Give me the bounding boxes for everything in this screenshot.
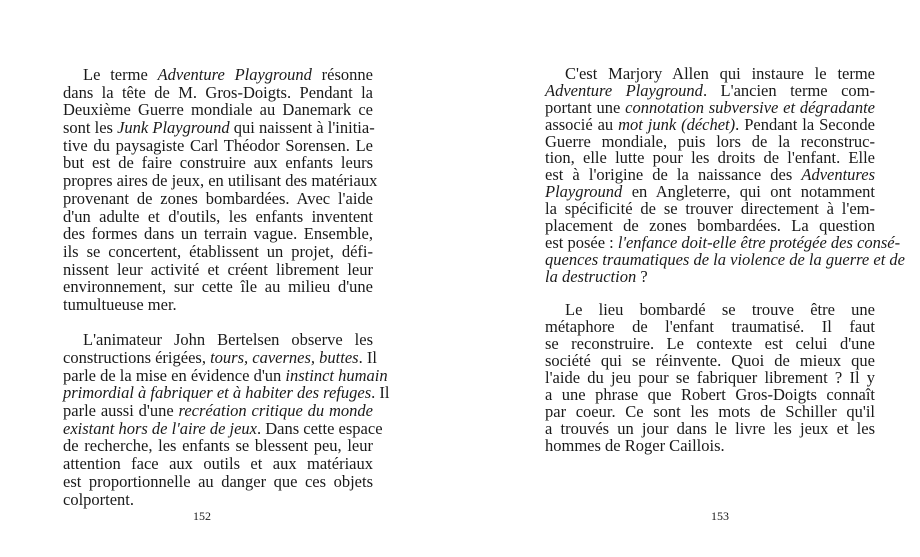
italic-text: Playground: [545, 182, 623, 202]
paragraph-spacer: [63, 314, 373, 332]
text-segment: . L'ancien terme com-: [702, 80, 875, 100]
text-line: [63, 137, 373, 155]
text-segment: hommes de Roger Caillois.: [545, 435, 725, 455]
text-line: [63, 190, 373, 208]
italic-text: l'enfance doit-elle être protégée des consé-: [617, 232, 901, 252]
text-segment: est posée :: [545, 232, 618, 252]
text-line: [63, 225, 373, 243]
text-segment: des formes dans un terrain vague. Ensemble,: [63, 224, 373, 244]
text-segment: Le lieu bombardé se trouve être une: [565, 300, 875, 320]
italic-text: connotation subversive et dégradante: [625, 97, 875, 117]
italic-text: Adventures: [801, 165, 875, 185]
text-line: [63, 154, 373, 172]
italic-text: mot junk (déchet): [618, 114, 736, 134]
text-segment: tion, elle lutte pour les droits de l'enfant. Elle: [545, 148, 875, 168]
text-segment: en Angleterre, qui ont notamment: [622, 182, 875, 202]
text-segment: Guerre mondiale, puis lors de la reconstruc-: [545, 131, 875, 151]
text-segment: portant une: [545, 97, 626, 117]
text-line: [63, 402, 373, 420]
text-line: [63, 101, 373, 119]
text-segment: nissent leur activité et créent librement leur: [63, 259, 373, 279]
text-segment: ils se concertent, établissent un projet, défi-: [63, 241, 373, 261]
text-segment: tive du paysagiste Carl Théodor Sorensen. Le: [63, 135, 373, 155]
text-segment: résonne: [311, 65, 373, 84]
text-line: [63, 243, 373, 261]
text-segment: ?: [636, 266, 648, 286]
text-line: [63, 491, 373, 509]
italic-text: Junk Playground: [117, 118, 230, 138]
text-segment: Deuxième Guerre mondiale au Danemark ce: [63, 100, 373, 120]
text-line: [63, 365, 388, 385]
text-segment: constructions érigées,: [63, 348, 211, 367]
italic-text: Adventure Playground: [157, 65, 312, 84]
text-segment: dans la tête de M. Gros-Doigts. Pendant la: [63, 82, 373, 102]
text-line: [63, 473, 373, 491]
text-line: [63, 66, 373, 84]
text-line: [545, 266, 875, 286]
text-segment: sont les: [63, 118, 118, 138]
text-segment: L'animateur John Bertelsen observe les: [83, 330, 373, 350]
italic-text: quences traumatiques de la violence de la guerre et de: [545, 249, 905, 269]
text-segment: C'est Marjory Allen qui instaure le terme: [565, 64, 875, 83]
text-line: [63, 331, 373, 349]
italic-text: instinct humain: [285, 365, 388, 385]
text-line: [63, 348, 377, 367]
page-body-text: [63, 65, 390, 509]
text-line: [63, 437, 373, 455]
text-segment: environnement, sur cette île au milieu d'une: [63, 277, 373, 297]
text-line: [63, 418, 383, 438]
text-line: [63, 208, 373, 226]
text-segment: parle aussi d'une: [63, 401, 179, 421]
text-segment: provenant de zones bombardées. Avec l'aide: [63, 188, 373, 208]
text-segment: l'aide du jeu pour se fabriquer librement ? Il y: [545, 368, 875, 388]
italic-text: la destruction: [545, 266, 637, 286]
text-segment: . Il: [358, 348, 377, 367]
text-line: [63, 296, 373, 314]
italic-text: primordial à fabriquer et à habiter des refuges: [63, 383, 372, 403]
text-segment: est proportionnelle au danger que ces objets: [63, 471, 373, 491]
text-segment: a une phrase que Robert Gros-Doigts connaît: [545, 384, 875, 404]
italic-text: Adventure Playground: [545, 80, 703, 100]
text-segment: Le terme: [83, 65, 158, 84]
text-segment: attention face aux outils et aux matériaux: [63, 454, 373, 474]
text-segment: se reconstruire. Le contexte est celui d'une: [545, 334, 875, 354]
text-segment: parle de la mise en évidence d'un: [63, 365, 286, 385]
page-number: 152: [193, 509, 211, 523]
text-line: [63, 261, 373, 279]
text-line: [63, 84, 373, 102]
text-segment: par coeur. Ce sont les mots de Schiller qu'il: [545, 401, 875, 421]
page-body-text: [545, 64, 905, 455]
text-segment: colportent.: [63, 489, 135, 509]
text-segment: associé au: [545, 114, 619, 134]
text-segment: . Dans cette espace: [257, 418, 383, 438]
text-line: [63, 455, 373, 473]
text-line: [545, 435, 875, 455]
text-segment: . Il: [371, 383, 390, 403]
text-segment: tumultueuse mer.: [63, 294, 177, 314]
text-segment: . Pendant la Seconde: [735, 114, 876, 134]
text-line: [63, 171, 378, 191]
right-page: [460, 0, 920, 557]
page-number: 153: [711, 509, 729, 523]
italic-text: existant hors de l'aire de jeux: [63, 418, 257, 438]
text-segment: la spécificité de se trouver directement à l'em-: [545, 199, 875, 219]
text-line: [63, 383, 390, 403]
text-segment: placement de zones bombardées. La question: [545, 216, 875, 236]
text-segment: métaphore de l'enfant traumatisé. Il faut: [545, 317, 875, 337]
text-segment: but est de faire construire aux enfants leurs: [63, 153, 373, 173]
italic-text: tours, cavernes, buttes: [210, 348, 359, 367]
text-segment: société qui se réinvente. Quoi de mieux que: [545, 351, 875, 371]
text-segment: qui naissent à l'initia-: [229, 118, 375, 138]
text-segment: propres aires de jeux, en utilisant des matériaux: [63, 171, 378, 191]
text-segment: d'un adulte et d'outils, les enfants inventent: [63, 206, 373, 226]
text-segment: est à l'origine de la naissance des: [545, 165, 802, 185]
text-segment: a trouvés un jour dans le livre les jeux et les: [545, 418, 875, 438]
text-line: [63, 119, 373, 137]
italic-text: recréation critique du monde: [178, 401, 373, 421]
text-segment: de recherche, les enfants se blessent peu, leur: [63, 436, 373, 456]
text-line: [63, 278, 373, 296]
